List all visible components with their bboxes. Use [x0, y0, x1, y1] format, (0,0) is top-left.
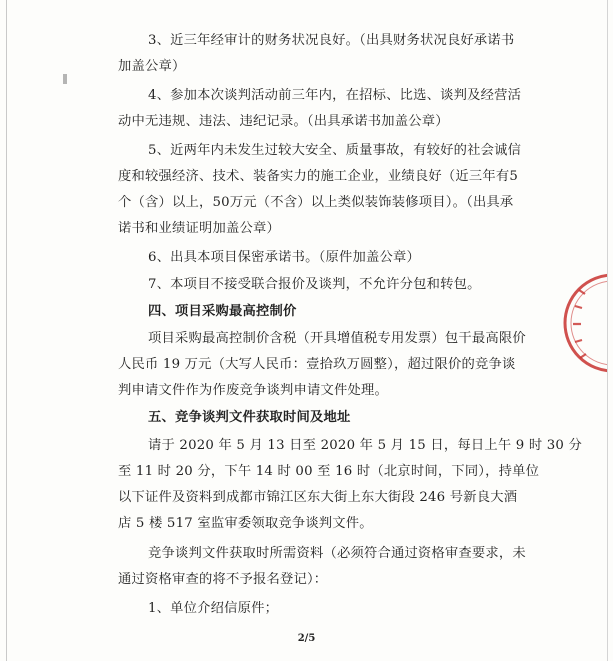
text-line: 诺书和业绩证明加盖公章）	[118, 221, 280, 236]
page-right-border	[607, 0, 608, 661]
binding-mark	[63, 74, 67, 84]
text-line: 店 5 楼 517 室监审委领取竞争谈判文件。	[118, 516, 373, 531]
page-number: 2/5	[297, 633, 316, 644]
text-line: 7、本项目不接受联合报价及谈判，不允许分包和转包。	[148, 277, 481, 292]
text-line: 4、参加本次谈判活动前三年内，在招标、比选、谈判及经营活	[148, 88, 522, 103]
text-line: 5、近两年内未发生过较大安全、质量事故，有较好的社会诚信	[148, 143, 522, 158]
text-line: 6、出具本项目保密承诺书。（原件加盖公章）	[148, 250, 420, 265]
text-line: 动中无违规、违法、违纪记录。（出具承诺书加盖公章）	[118, 114, 449, 129]
text-line: 至 11 时 20 分，下午 14 时 00 至 16 时（北京时间，下同），持单位	[118, 464, 540, 479]
text-line: 竞争谈判文件获取时所需资料（必须符合通过资格审查要求，未	[148, 546, 526, 561]
text-line: 3、近三年经审计的财务状况良好。（出具财务状况良好承诺书	[148, 33, 515, 48]
page-left-border	[6, 0, 7, 661]
text-line: 通过资格审查的将不予报名登记）：	[118, 572, 328, 587]
text-line: 项目采购最高控制价含税（开具增值税专用发票）包干最高限价	[148, 331, 526, 346]
section-heading: 五、竞争谈判文件获取时间及地址	[148, 410, 351, 425]
text-line: 1、单位介绍信原件；	[148, 601, 279, 616]
text-line: 加盖公章）	[118, 59, 186, 74]
text-line: 度和较强经济、技术、装备实力的施工企业，业绩良好（近三年有5	[118, 169, 519, 184]
text-line: 以下证件及资料到成都市锦江区东大街上东大街段 246 号新良大酒	[118, 490, 518, 505]
official-seal	[549, 268, 607, 378]
text-line: 人民币 19 万元（大写人民币：壹拾玖万圆整），超过限价的竞争谈	[118, 357, 516, 372]
text-line: 个（含）以上，50万元（不含）以上类似装饰装修项目）。（出具承	[118, 195, 514, 210]
text-line: 判申请文件作为作废竞争谈判申请文件处理。	[118, 383, 388, 398]
text-line: 请于 2020 年 5 月 13 日至 2020 年 5 月 15 日，每日上午 9 时 30 分	[148, 438, 582, 453]
section-heading: 四、项目采购最高控制价	[148, 304, 297, 319]
